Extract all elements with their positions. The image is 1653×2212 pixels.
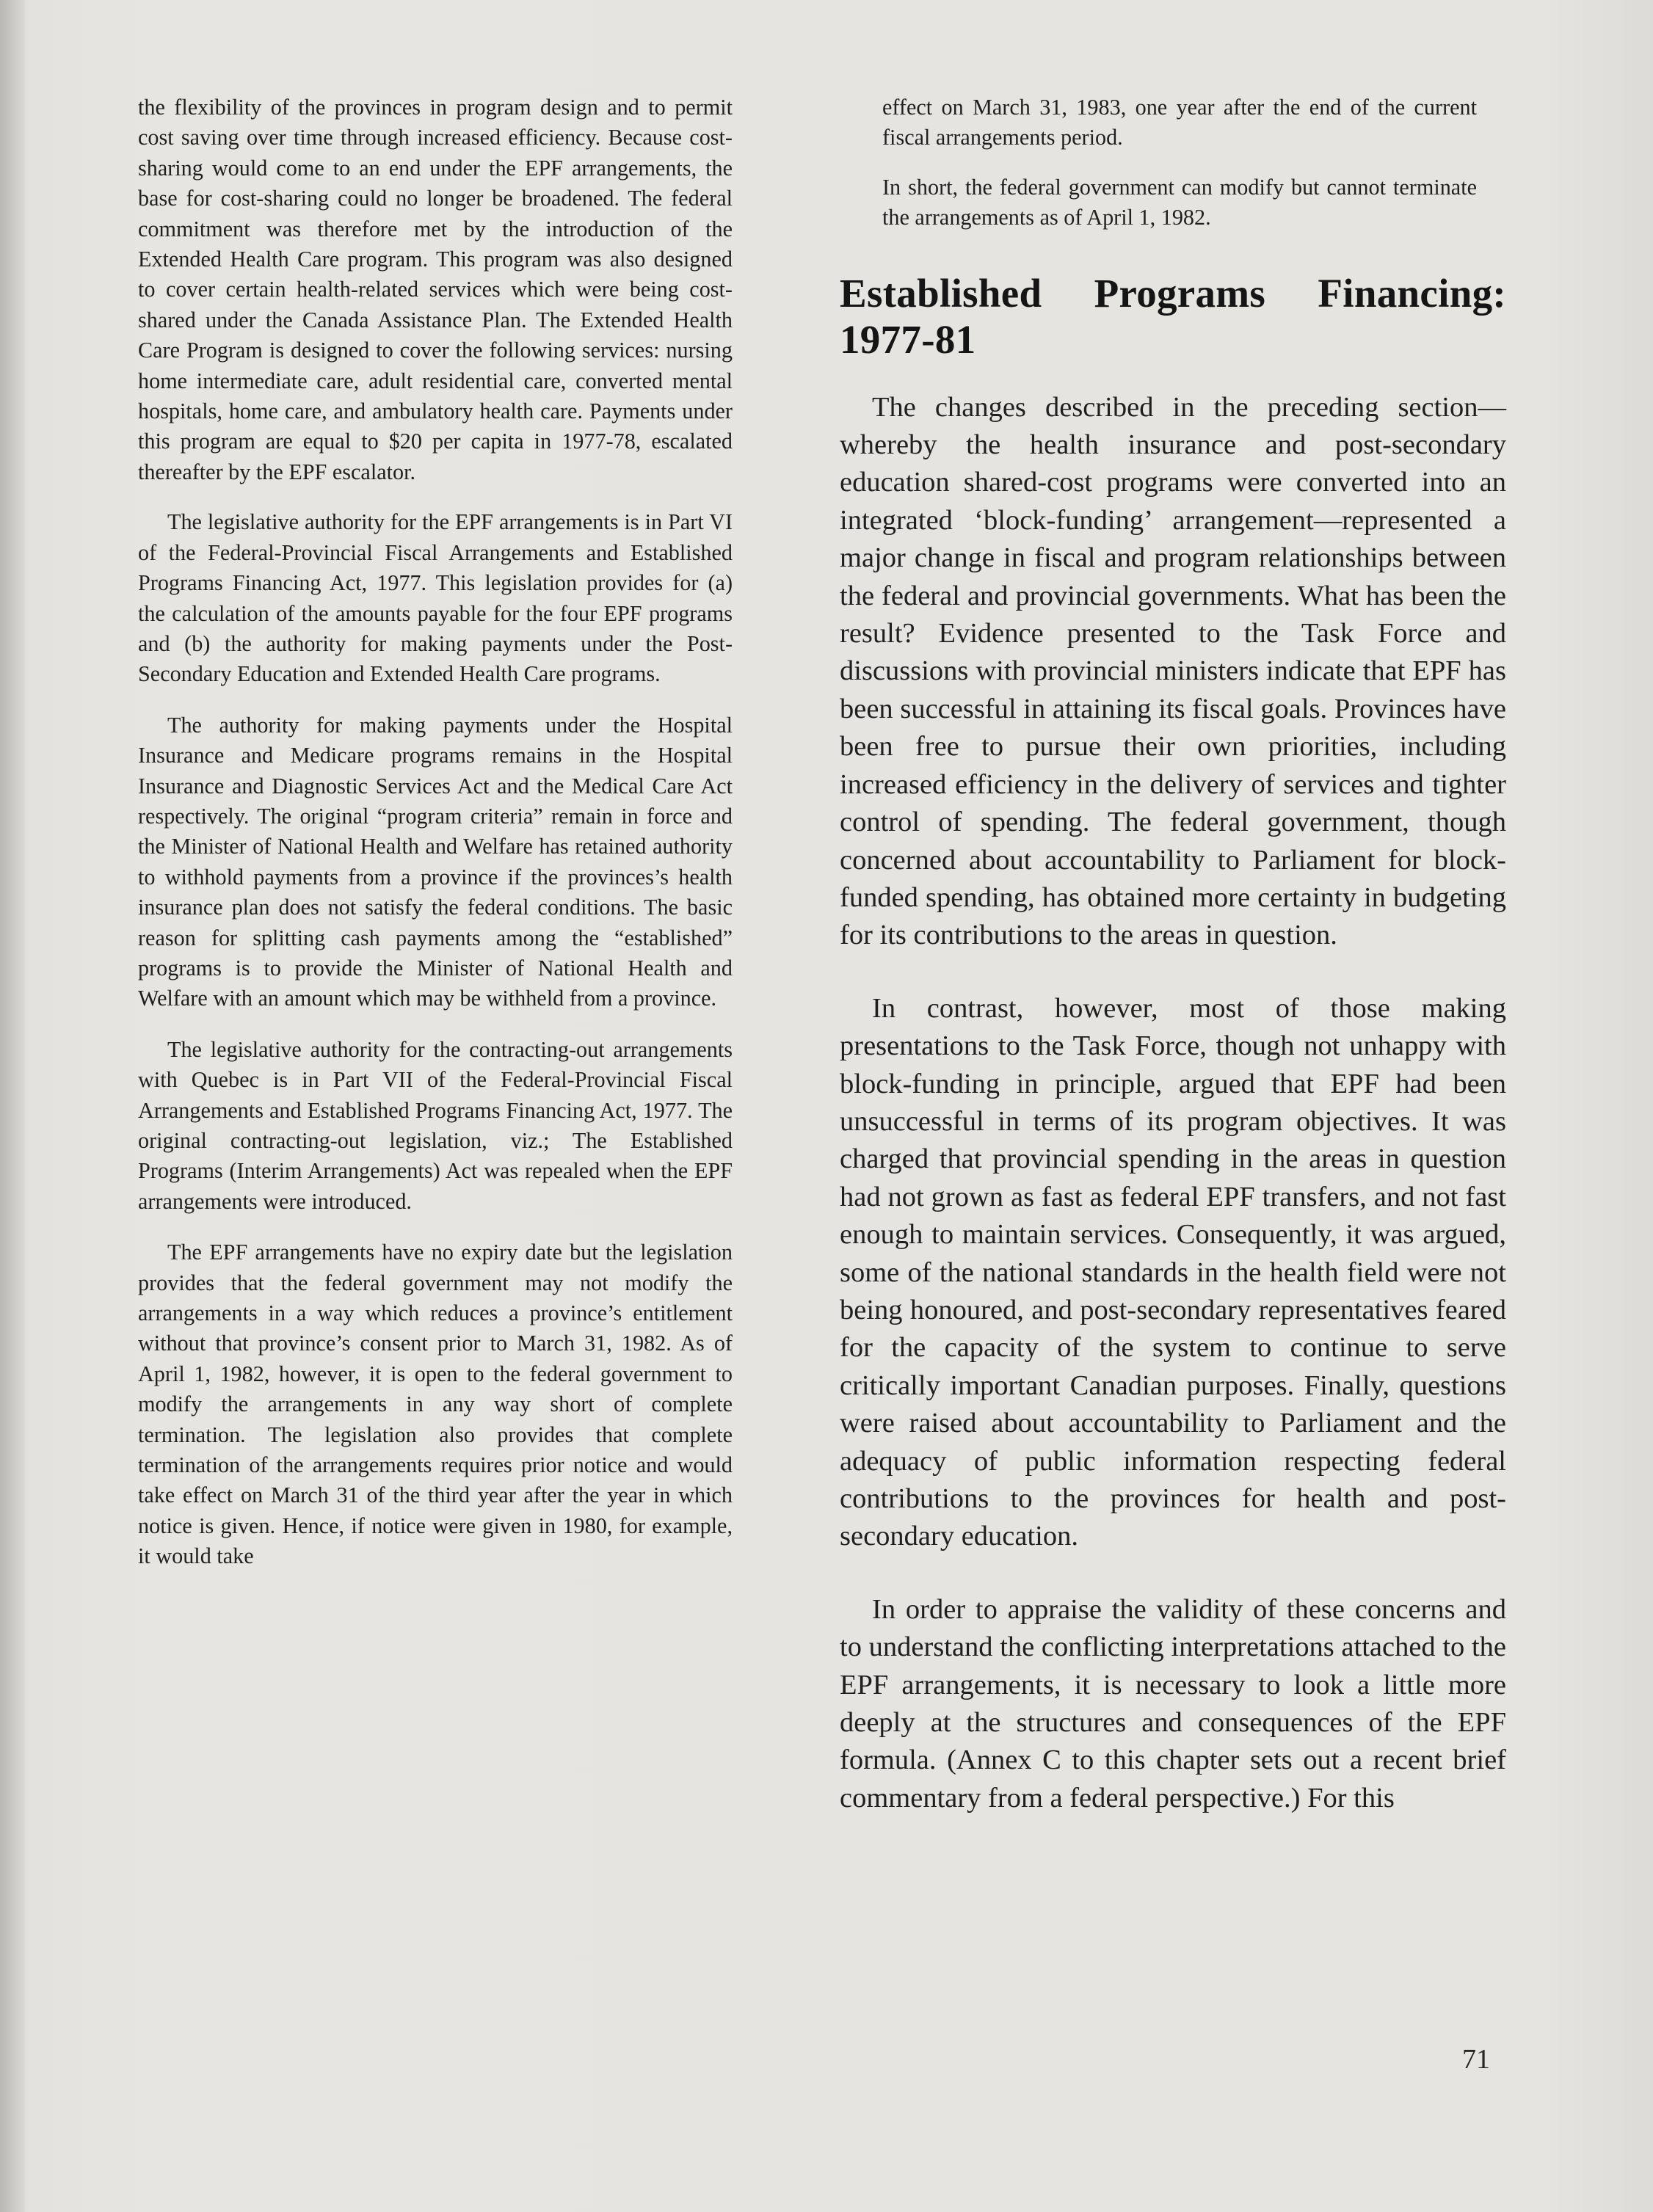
page-number: 71 [1462, 2044, 1490, 2075]
left-paragraph-1: the flexibility of the provinces in program design and to permit cost saving over time through increased efficiency. Because cost-sharing would come to an end under the EPF arrangements, the base for cost-sharing could no longer be broadened. The federal commitment was therefore met by the introduction of the Extended Health Care program. This program was also designed to cover certain health-related services which were being cost-shared under the Canada Assistance Plan. The Extended Health Care Program is designed to cover the following services: nursing home intermediate care, adult residential care, converted mental hospitals, home care, and ambulatory health care. Payments under this program are equal to $20 per capita in 1977-78, escalated thereafter by the EPF escalator. [138, 95, 733, 484]
right-small-text [840, 92, 1506, 233]
right-paragraph-5: In order to appraise the validity of these concerns and to understand the conflicting interpretations attached to the EPF arrangements, it is necessary to look a little more deeply at the structures and consequences of the EPF formula. (Annex C to this chapter sets out a recent brief commentary from a federal perspective.) For this [840, 1593, 1506, 1813]
left-paragraph-2: The legislative authority for the EPF arrangements is in Part VI of the Federal-Provincial Fiscal Arrangements and Established Programs Financing Act, 1977. This legislation provides for (a) the calculation of the amounts payable for the four EPF programs and (b) the authority for making payments under the Post-Secondary Education and Extended Health Care programs. [138, 509, 733, 687]
right-column [840, 92, 1506, 1852]
right-paragraph-4: In contrast, however, most of those making presentations to the Task Force, though not unhappy with block-funding in principle, argued that EPF had been unsuccessful in terms of its program objectives. It was charged that provincial spending in the areas in question had not grown as fast as federal EPF transfers, and not fast enough to maintain services. Consequently, it was argued, some of the national standards in the health field were not being honoured, and post-secondary representatives feared for the capacity of the system to continue to serve critically important Canadian purposes. Finally, questions were raised about accountability to Parliament and the adequacy of public information respecting federal contributions to the provinces for health and post-secondary education. [840, 992, 1506, 1552]
right-paragraph-2: In short, the federal government can modify but cannot terminate the arrangements as of April 1, 1982. [882, 174, 1477, 230]
right-paragraph-1: effect on March 31, 1983, one year after the end of the current fiscal arrangements period. [882, 95, 1477, 150]
left-paragraph-4: The legislative authority for the contracting-out arrangements with Quebec is in Part VII of the Federal-Provincial Fiscal Arrangements and Established Programs Financing Act, 1977. The original contracting-out legislation, viz.; The Established Programs (Interim Arrangements) Act was repealed when the EPF arrangements were introduced. [138, 1036, 733, 1214]
left-column [138, 92, 733, 1593]
left-paragraph-3: The authority for making payments under the Hospital Insurance and Medicare programs remains in the Hospital Insurance and Diagnostic Services Act and the Medical Care Act respectively. The original “program criteria” remain in force and the Minister of National Health and Welfare has retained authority to withhold payments from a province if the provinces’s health insurance plan does not satisfy the federal conditions. The basic reason for splitting cash payments among the “established” programs is to provide the Minister of National Health and Welfare with an amount which may be withheld from a province. [138, 712, 733, 1011]
right-large-text [840, 389, 1506, 1818]
right-paragraph-3: The changes described in the preceding section—whereby the health insurance and post-secondary education shared-cost programs were converted into an integrated ‘block-funding’ arrangement—represented a major change in fiscal and program relationships between the federal and provincial governments. What has been the result? Evidence presented to the Task Force and discussions with provincial ministers indicate that EPF has been successful in attaining its fiscal goals. Provinces have been free to pursue their own priorities, including increased efficiency in the delivery of services and tighter control of spending. The federal government, though concerned about accountability to Parliament for block-funded spending, has obtained more certainty in budgeting for its contributions to the areas in question. [840, 391, 1506, 951]
left-paragraph-5: The EPF arrangements have no expiry date but the legislation provides that the federal government may not modify the arrangements in a way which reduces a province’s entitlement without that province’s consent prior to March 31, 1982. As of April 1, 1982, however, it is open to the federal government to modify the arrangements in any way short of complete termination. The legislation also provides that complete termination of the arrangements requires prior notice and would take effect on March 31 of the third year after the year in which notice is given. Hence, if notice were given in 1980, for example, it would take [138, 1240, 733, 1569]
section-heading: Established Programs Financing: 1977-81 [840, 270, 1506, 362]
binding-shadow [0, 0, 25, 2212]
